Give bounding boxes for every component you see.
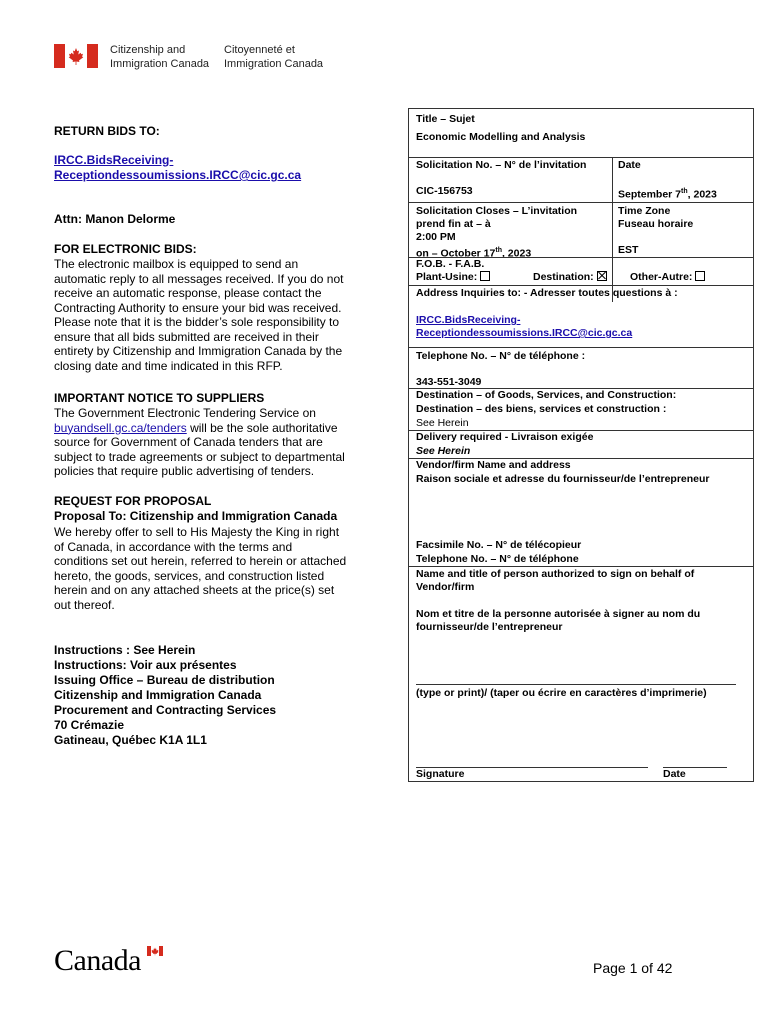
vendor-label: Vendor/firm Name and address	[416, 459, 571, 471]
other-checkbox[interactable]	[695, 271, 705, 281]
text-line: Please note that it is the bidder’s sole responsibility to	[54, 315, 340, 329]
date-value	[618, 185, 717, 202]
solicitation-number: CIC-156753	[416, 185, 473, 197]
dept-en-line2: Immigration Canada	[110, 58, 210, 70]
dept-name-fr	[224, 43, 323, 71]
rfp-text	[54, 525, 364, 612]
page-number: Page 1 of 42	[593, 960, 673, 976]
divider	[409, 347, 753, 348]
text-line: Procurement and Contracting Services	[54, 703, 277, 717]
text-fragment: th	[495, 247, 502, 254]
divider	[409, 157, 753, 158]
fax-label: Facsimile No. – N° de télécopieur	[416, 539, 582, 551]
text-line: 70 Crémazie	[54, 718, 125, 732]
text-line: out thereof.	[54, 597, 115, 612]
text-line: Solicitation Closes – L’invitation	[416, 205, 578, 217]
instructions-block	[54, 643, 276, 748]
text-fragment: on – October 17	[416, 247, 496, 260]
notice-heading: IMPORTANT NOTICE TO SUPPLIERS	[54, 391, 265, 405]
closes-time: 2:00 PM	[416, 231, 456, 243]
type-or-print-label: (type or print)/ (taper ou écrire en caractères d’imprimerie)	[416, 687, 707, 699]
text-fragment: will be the sole authoritative	[186, 420, 338, 435]
solicitation-label: Solicitation No. – N° de l’invitation	[416, 159, 587, 171]
text-line: Instructions : See Herein	[54, 643, 196, 657]
text-line: Vendor/firm	[416, 581, 475, 593]
authorized-label-en	[416, 568, 694, 594]
plant-label: Plant-Usine:	[416, 271, 478, 283]
text-fragment: th	[681, 188, 688, 195]
fob-label: F.O.B. - F.A.B.	[416, 258, 485, 270]
other-label: Other-Autre:	[630, 271, 693, 283]
text-line: Contracting Authority to ensure your bid was received.	[54, 300, 342, 315]
return-email-line1[interactable]: IRCC.BidsReceiving-	[54, 153, 174, 167]
text-line: We hereby offer to sell to His Majesty the King in right	[54, 525, 340, 539]
text-fragment: , 2023	[501, 247, 532, 260]
text-line: fournisseur/de l’entrepreneur	[416, 621, 563, 633]
electronic-bids-text	[54, 257, 364, 373]
notice-text	[54, 406, 364, 479]
title-value: Economic Modelling and Analysis	[416, 131, 586, 143]
text-line: Gatineau, Québec K1A 1L1	[54, 733, 207, 747]
wordmark-text: Canada	[54, 944, 141, 977]
text-line: The Government Electronic Tendering Service on	[54, 406, 316, 420]
canada-flag-icon	[54, 44, 98, 68]
text-line: source for Government of Canada tenders that are	[54, 435, 323, 449]
text-line: conditions set out herein, referred to herein or attached	[54, 554, 347, 568]
text-line: closing date and time indicated in this RFP.	[54, 358, 283, 373]
destination-goods-en: Destination – of Goods, Services, and Construction:	[416, 389, 677, 401]
canada-wordmark	[54, 944, 141, 978]
wordmark-flag-icon	[147, 946, 163, 956]
text-line: Fuseau horaire	[618, 218, 694, 230]
delivery-value: See Herein	[416, 445, 471, 457]
text-fragment: , 2023	[687, 188, 717, 201]
destination-checkbox[interactable]	[597, 271, 607, 281]
return-email[interactable]	[54, 153, 301, 183]
solicitation-form-box	[408, 108, 754, 782]
inquiries-email[interactable]	[416, 314, 632, 340]
text-line: automatic reply to all messages received. If you do not	[54, 271, 344, 286]
closes-label	[416, 205, 577, 261]
text-line: herein and on any attached sheets at the price(s) set	[54, 583, 335, 597]
destination-label: Destination:	[533, 271, 594, 283]
other-option	[630, 271, 705, 284]
signature-label: Signature	[416, 768, 465, 780]
proposal-to: Proposal To: Citizenship and Immigration Canada	[54, 509, 338, 523]
divider	[409, 285, 753, 286]
timezone-value: EST	[618, 244, 639, 256]
column-divider	[612, 157, 613, 302]
title-label: Title – Sujet	[416, 113, 475, 125]
divider	[409, 566, 753, 567]
telephone-value: 343-551-3049	[416, 376, 482, 388]
delivery-label: Delivery required - Livraison exigée	[416, 431, 594, 443]
authorized-label-fr	[416, 608, 700, 634]
electronic-bids-heading: FOR ELECTRONIC BIDS:	[54, 242, 197, 256]
inquiries-email-line2[interactable]: Receptiondessoumissions.IRCC@cic.gc.ca	[416, 327, 633, 339]
destination-goods-fr: Destination – des biens, services et construction :	[416, 403, 667, 415]
dept-en-line1: Citizenship and	[110, 44, 186, 56]
text-line: Instructions: Voir aux présentes	[54, 658, 237, 672]
text-line: The electronic mailbox is equipped to send an	[54, 257, 299, 271]
telephone2-label: Telephone No. – N° de téléphone	[416, 553, 579, 565]
text-line: Time Zone	[618, 205, 671, 217]
text-line: of Canada, in accordance with the terms and	[54, 539, 293, 554]
date-label: Date	[618, 159, 641, 171]
text-line	[54, 421, 364, 436]
text-line: ensure that all bids submitted are received in their	[54, 329, 319, 344]
divider	[409, 202, 753, 203]
text-line: entirety by Citizenship and Immigration Canada by the	[54, 344, 343, 358]
timezone-label	[618, 205, 693, 231]
dept-fr-line1: Citoyenneté et	[224, 44, 295, 56]
buyandsell-link[interactable]: buyandsell.gc.ca/tenders	[54, 420, 187, 435]
text-line: Nom et titre de la personne autorisée à signer au nom du	[416, 608, 701, 620]
text-line: Name and title of person authorized to sign on behalf of	[416, 568, 695, 580]
plant-checkbox[interactable]	[480, 271, 490, 281]
signature-date-label: Date	[663, 768, 686, 780]
text-line: hereto, the goods, services, and construction listed	[54, 568, 325, 583]
vendor-label-fr: Raison sociale et adresse du fournisseur/de l’entrepreneur	[416, 473, 710, 485]
attn-line: Attn: Manon Delorme	[54, 212, 176, 226]
text-line: policies that require public advertising of tenders.	[54, 464, 315, 478]
text-line: receive an automatic response, please contact the	[54, 286, 322, 300]
destination-option	[533, 271, 607, 284]
text-line: Issuing Office – Bureau de distribution	[54, 673, 275, 687]
destination-see-herein: See Herein	[416, 417, 469, 429]
return-email-line2[interactable]: Receptiondessoumissions.IRCC@cic.gc.ca	[54, 168, 302, 182]
address-inquiries-label: Address Inquiries to: - Adresser toutes questions à :	[416, 287, 678, 299]
text-line: subject to trade agreements or subject to departmental	[54, 449, 345, 464]
inquiries-email-line1[interactable]: IRCC.BidsReceiving-	[416, 314, 521, 326]
rfp-heading: REQUEST FOR PROPOSAL	[54, 494, 212, 508]
dept-name-en	[110, 43, 209, 71]
plant-option	[416, 271, 490, 284]
text-line: prend fin at – à	[416, 218, 491, 230]
name-title-line[interactable]	[416, 684, 736, 685]
dept-fr-line2: Immigration Canada	[224, 58, 324, 70]
telephone-label: Telephone No. – N° de téléphone :	[416, 350, 586, 362]
return-bids-heading: RETURN BIDS TO:	[54, 124, 160, 138]
text-fragment: September 7	[618, 188, 682, 201]
text-line: Citizenship and Immigration Canada	[54, 688, 262, 702]
